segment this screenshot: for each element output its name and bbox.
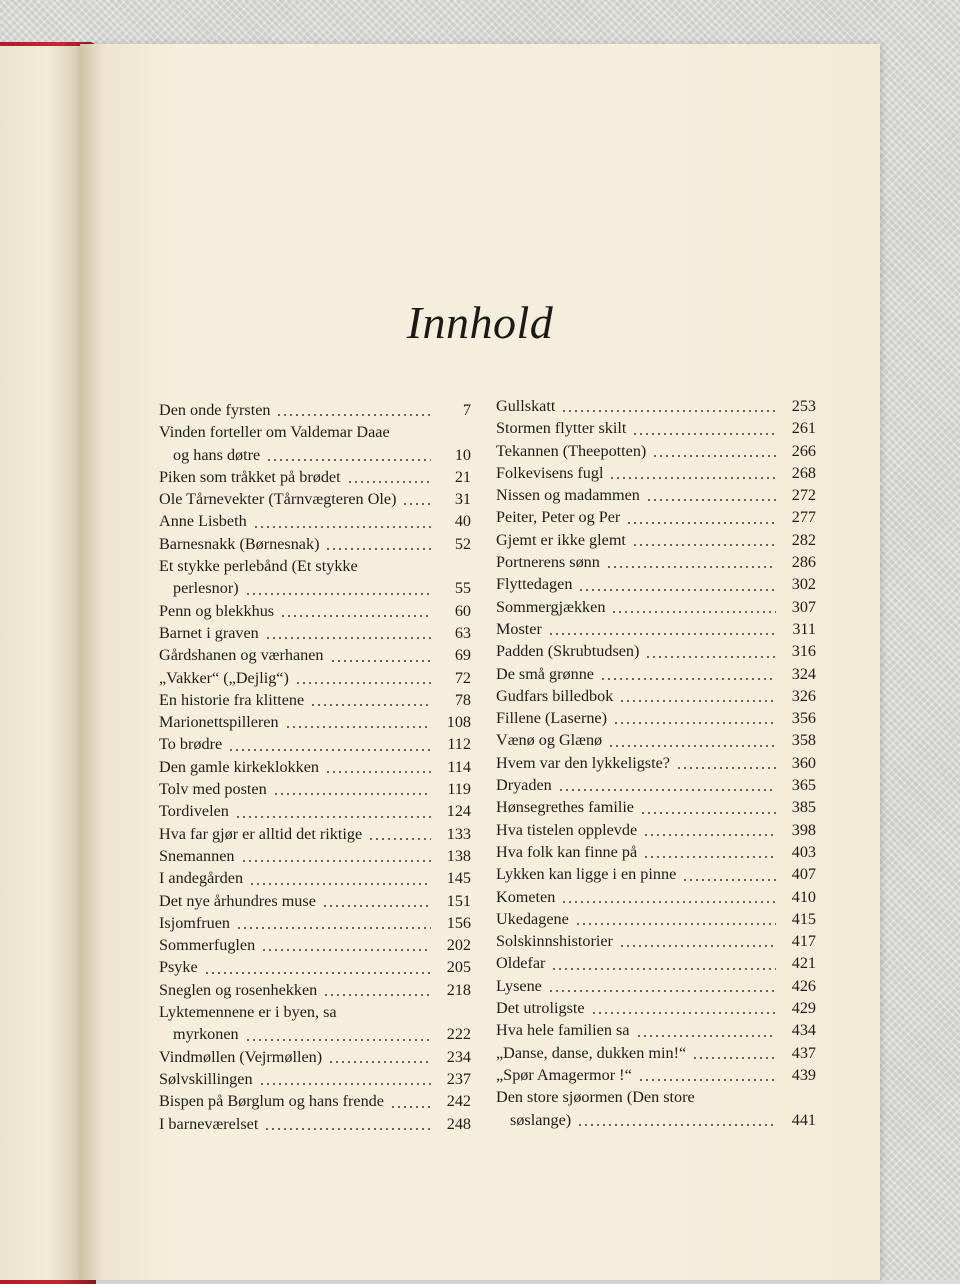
dot-leader [606,566,776,568]
toc-entry-title: Portnerens sønn [496,553,600,572]
toc-entry-page: 307 [791,597,816,616]
toc-entry-title: Gjemt er ikke glemt [496,530,626,549]
toc-entry [159,399,471,421]
toc-entry [496,395,816,417]
toc-entry-page: 356 [791,709,816,728]
toc-entry-title: Vænø og Glænø [496,731,603,750]
toc-entry [496,484,816,506]
toc-entry-page: 78 [454,690,471,709]
toc-entry [496,529,816,551]
toc-entry-page: 218 [446,980,471,999]
toc-entry-page: 69 [454,646,471,665]
dot-leader [280,615,431,617]
page-title: Innhold [406,297,554,348]
toc-entry [496,640,816,662]
toc-entry-page: 441 [791,1110,816,1129]
toc-entry-page: 31 [454,490,471,509]
toc-entry-page: 133 [446,824,471,843]
toc-entry-title: Padden (Skrubtudsen) [496,642,640,661]
toc-entry-page: 358 [791,731,816,750]
toc-entry [159,533,471,555]
dot-leader [682,879,776,881]
toc-entry-title: Marionettspilleren [159,713,279,732]
toc-entry-title: Snemannen [159,846,235,865]
toc-entry [496,729,816,751]
toc-entry [496,886,816,908]
toc-entry-title: Hønsegrethes familie [496,798,634,817]
toc-entry [496,997,816,1019]
toc-entry-title: I barneværelset [159,1114,259,1133]
dot-leader [600,678,776,680]
toc-entry [496,618,816,640]
dot-leader [295,682,431,684]
toc-entry-title: Sommergjækken [496,597,606,616]
dot-leader [640,812,776,814]
toc-entry-title: „Vakker“ („Dejlig“) [159,668,289,687]
toc-entry-page: 365 [791,776,816,795]
dot-leader [266,459,431,461]
dot-leader [330,660,431,662]
dot-leader [676,767,776,769]
toc-entry-title: Den gamle kirkeklokken [159,757,320,776]
toc-entry-title: Barnet i graven [159,623,259,642]
toc-entry-title: Hva tistelen opplevde [496,820,638,839]
toc-entry-page: 108 [446,713,471,732]
toc-entry-title: Hva folk kan finne på [496,842,638,861]
toc-entry-page: 60 [454,601,471,620]
toc-entry-page: 52 [454,534,471,553]
toc-entry-title: Det utroligste [496,999,585,1018]
dot-leader [645,656,776,658]
dot-leader [551,968,776,970]
dot-leader [577,1124,776,1126]
toc-entry-title: Vindmøllen (Vejrmøllen) [159,1047,323,1066]
toc-entry-page: 421 [791,954,816,973]
toc-entry-page: 63 [454,623,471,642]
toc-entry-title: „Spør Amagermor !“ [496,1065,632,1084]
toc-entry-title: Peiter, Peter og Per [496,508,621,527]
toc-entry [496,908,816,930]
toc-entry-page: 151 [446,891,471,910]
toc-entry-page: 7 [462,401,471,419]
toc-entry-page: 222 [446,1025,471,1044]
toc-entry [159,778,471,800]
dot-leader [347,481,431,483]
dot-leader [692,1057,776,1059]
toc-entry [159,845,471,867]
toc-left-column [159,399,471,1135]
toc-entry [159,444,471,466]
toc-entry-title: Et stykke perlebånd (Et stykke [159,557,358,576]
dot-leader [325,771,431,773]
toc-entry-page: 410 [791,887,816,906]
dot-leader [548,633,776,635]
dot-leader [204,972,431,974]
toc-entry-page: 205 [446,958,471,977]
dot-leader [558,789,776,791]
toc-entry-page: 268 [791,463,816,482]
dot-leader [608,745,776,747]
toc-entry [159,823,471,845]
toc-entry-page: 266 [791,441,816,460]
toc-entry [496,975,816,997]
toc-entry [159,1023,471,1045]
toc-entry [496,841,816,863]
dot-leader [249,883,431,885]
toc-entry [496,596,816,618]
toc-entry-page: 434 [791,1021,816,1040]
toc-entry-page: 21 [454,467,471,486]
toc-entry-page: 138 [446,846,471,865]
toc-entry [159,689,471,711]
toc-entry [496,1109,816,1131]
toc-entry [159,867,471,889]
dot-leader [609,477,776,479]
toc-entry-title: Lysene [496,976,542,995]
toc-entry [159,577,471,599]
toc-entry-page: 311 [792,619,816,638]
toc-entry-page: 248 [446,1114,471,1133]
toc-entry-title: og hans døtre [173,445,261,464]
toc-entry-page: 324 [791,664,816,683]
toc-entry [496,440,816,462]
dot-leader [259,1083,431,1085]
toc-entry-page: 385 [791,798,816,817]
toc-entry [159,912,471,934]
toc-entry-title: Ole Tårnevekter (Tårnvægteren Ole) [159,490,397,509]
toc-entry [159,1068,471,1090]
toc-entry-page: 403 [791,842,816,861]
toc-entry-title: Hva hele familien sa [496,1021,630,1040]
toc-entry [159,733,471,755]
toc-entry [159,644,471,666]
dot-leader [646,499,776,501]
dot-leader [613,722,776,724]
toc-entry [496,707,816,729]
toc-entry-title: søslange) [510,1110,572,1129]
toc-entry [496,796,816,818]
dot-leader [325,548,431,550]
toc-entry-title: Tekannen (Theepotten) [496,441,647,460]
toc-entry-title: Tordivelen [159,802,229,821]
toc-entry-title: „Danse, danse, dukken min!“ [496,1043,687,1062]
toc-entry-title: Lykken kan ligge i en pinne [496,865,677,884]
dot-leader [561,901,776,903]
toc-entry-page: 439 [791,1065,816,1084]
toc-entry-title: Psyke [159,958,198,977]
toc-entry [496,819,816,841]
toc-entry-title: Nissen og madammen [496,486,640,505]
toc-entry [159,488,471,510]
toc-entry-title: Hvem var den lykkeligste? [496,753,670,772]
dot-leader [390,1106,431,1108]
toc-entry [159,1090,471,1112]
toc-entry-page: 415 [791,909,816,928]
toc-entry [159,756,471,778]
dot-leader [575,923,776,925]
toc-entry-title: Den onde fyrsten [159,401,271,419]
toc-entry-page: 145 [446,869,471,888]
dot-leader [578,589,776,591]
dot-leader [264,1128,431,1130]
dot-leader [638,1079,776,1081]
dot-leader [619,945,776,947]
toc-entry-title: Solskinnshistorier [496,932,613,951]
toc-entry-title: Det nye århundres muse [159,891,316,910]
toc-entry-title: Tolv med posten [159,780,267,799]
dot-leader [368,838,431,840]
toc-entry-title: Den store sjøormen (Den store [496,1088,695,1107]
toc-entry-page: 437 [791,1043,816,1062]
toc-entry [159,800,471,822]
toc-entry-page: 40 [454,512,471,531]
toc-entry-page: 426 [791,976,816,995]
toc-entry [159,667,471,689]
dot-leader [228,749,431,751]
toc-entry-page: 316 [791,642,816,661]
toc-entry-page: 360 [791,753,816,772]
toc-entry-title: Sølvskillingen [159,1069,253,1088]
dot-leader [619,700,776,702]
dot-leader [261,949,431,951]
dot-leader [276,414,431,416]
dot-leader [632,544,776,546]
toc-entry [496,462,816,484]
toc-entry [496,752,816,774]
toc-entry-page: 429 [791,999,816,1018]
toc-entry-title: Ukedagene [496,909,569,928]
toc-entry [159,600,471,622]
toc-entry [496,551,816,573]
toc-entry-title: Fillene (Laserne) [496,709,608,728]
toc-entry [496,774,816,796]
toc-entry [159,1046,471,1068]
toc-entry-page: 72 [454,668,471,687]
toc-entry-page: 407 [791,865,816,884]
toc-entry [496,417,816,439]
toc-entry [159,510,471,532]
toc-entry [496,1042,816,1064]
toc-entry-page: 417 [791,932,816,951]
dot-leader [245,593,431,595]
toc-entry [159,421,471,443]
toc-entry-title: Bispen på Børglum og hans frende [159,1092,384,1111]
toc-entry-title: perlesnor) [173,579,239,598]
toc-entry-title: Anne Lisbeth [159,512,247,531]
dot-leader [323,994,431,996]
toc-entry-page: 398 [791,820,816,839]
dot-leader [626,522,776,524]
dot-leader [643,834,776,836]
toc-entry [496,573,816,595]
toc-entry [496,863,816,885]
toc-entry [159,466,471,488]
toc-entry-title: De små grønne [496,664,594,683]
toc-entry-title: Sneglen og rosenhekken [159,980,318,999]
dot-leader [310,704,431,706]
toc-entry-title: Flyttedagen [496,575,573,594]
toc-entry-title: Piken som tråkket på brødet [159,467,341,486]
toc-entry-title: Barnesnakk (Børnesnak) [159,534,320,553]
toc-entry [159,622,471,644]
toc-entry-page: 55 [454,579,471,598]
dot-leader [591,1012,776,1014]
dot-leader [273,793,431,795]
dot-leader [611,611,776,613]
toc-entry-title: Lyktemennene er i byen, sa [159,1003,337,1022]
left-page-edge [0,46,86,1280]
toc-entry-title: Gårdshanen og værhanen [159,646,324,665]
dot-leader [636,1035,776,1037]
toc-entry-page: 10 [454,445,471,464]
dot-leader [322,905,431,907]
dot-leader [253,526,431,528]
toc-entry-page: 286 [791,553,816,572]
toc-entry [159,956,471,978]
dot-leader [643,856,776,858]
toc-entry-page: 112 [447,735,471,754]
toc-entry-page: 326 [791,686,816,705]
toc-entry-page: 156 [446,913,471,932]
toc-entry [496,952,816,974]
dot-leader [548,990,776,992]
toc-entry [496,1064,816,1086]
toc-entry-title: En historie fra klittene [159,690,305,709]
toc-entry [496,1019,816,1041]
toc-entry-page: 237 [446,1069,471,1088]
toc-entry-title: Penn og blekkhus [159,601,275,620]
toc-entry [496,930,816,952]
dot-leader [265,637,431,639]
toc-entry-title: Oldefar [496,954,546,973]
toc-entry-page: 282 [791,530,816,549]
toc-entry-page: 234 [446,1047,471,1066]
toc-entry-title: Stormen flytter skilt [496,419,627,438]
toc-entry-title: Sommerfuglen [159,936,256,955]
dot-leader [652,455,776,457]
dot-leader [285,726,431,728]
toc-entry [159,934,471,956]
toc-entry [496,1086,816,1108]
toc-entry-page: 242 [446,1092,471,1111]
toc-entry-page: 261 [791,419,816,438]
dot-leader [236,927,431,929]
toc-entry-title: Vinden forteller om Valdemar Daae [159,423,390,442]
toc-right-column [496,395,816,1131]
toc-entry [159,1113,471,1135]
toc-entry-page: 277 [791,508,816,527]
toc-entry-page: 302 [791,575,816,594]
toc-entry-page: 202 [446,936,471,955]
toc-entry-title: Folkevisens fugl [496,463,604,482]
toc-entry-title: Isjomfruen [159,913,231,932]
dot-leader [328,1061,431,1063]
toc-entry-title: I andegården [159,869,244,888]
toc-entry-page: 272 [791,486,816,505]
toc-entry-title: Gullskatt [496,397,556,415]
toc-entry [496,506,816,528]
toc-entry-title: To brødre [159,735,223,754]
toc-entry-page: 119 [447,780,471,799]
dot-leader [561,410,776,412]
toc-entry-title: Kometen [496,887,556,906]
toc-entry-page: 124 [446,802,471,821]
dot-leader [402,503,431,505]
toc-entry [159,979,471,1001]
toc-entry-title: Gudfars billedbok [496,686,614,705]
toc-entry-title: Dryaden [496,776,552,795]
toc-entry-title: myrkonen [173,1025,239,1044]
dot-leader [241,860,431,862]
toc-entry [496,663,816,685]
toc-entry [159,711,471,733]
toc-entry-title: Moster [496,619,542,638]
dot-leader [632,433,776,435]
toc-entry [159,555,471,577]
toc-entry [159,1001,471,1023]
toc-entry-title: Hva far gjør er alltid det riktige [159,824,363,843]
toc-entry [496,685,816,707]
toc-entry-page: 253 [791,397,816,415]
dot-leader [245,1039,431,1041]
dot-leader [235,816,431,818]
toc-entry [159,890,471,912]
toc-entry-page: 114 [447,757,471,776]
